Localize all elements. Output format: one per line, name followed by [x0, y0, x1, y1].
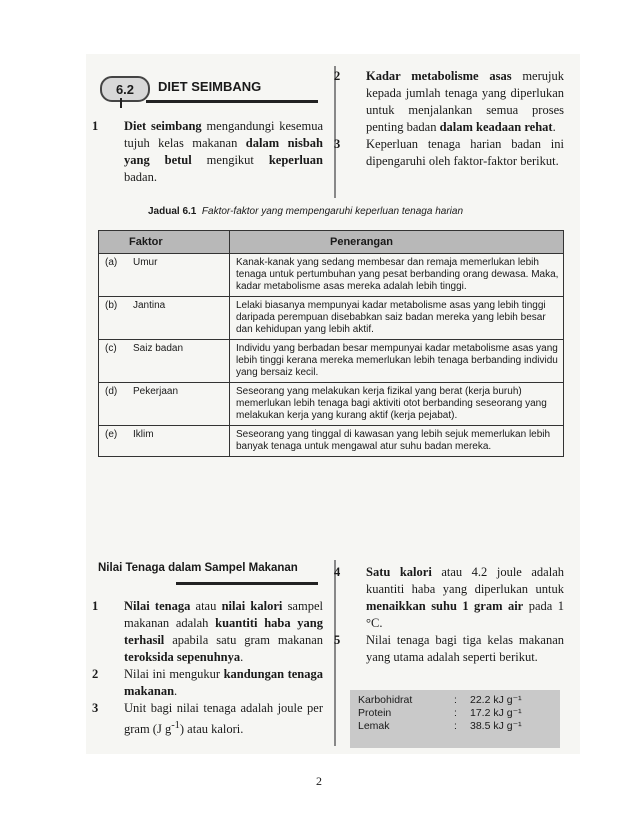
energy-row-fat: Lemak : 38.5 kJ g⁻¹ — [358, 720, 522, 732]
description-cell: Seseorang yang tinggal di kawasan yang lebih sejuk memerlukan lebih banyak tenaga untuk mengawal atur suhu badan mereka. — [230, 426, 564, 457]
paragraph-b1: 1 Nilai tenaga atau nilai kalori sampel makanan adalah kuantiti haba yang terhasil apabila satu gram makanan teroksida sepenuhnya. — [92, 599, 323, 664]
factor-cell: (d) Pekerjaan — [99, 383, 230, 426]
table-row — [99, 426, 564, 457]
column-divider-bottom — [334, 560, 336, 746]
paragraph-b5: 5 Nilai tenaga bagi tiga kelas makanan yang utama adalah seperti berikut. — [334, 633, 564, 664]
table-header-description: Penerangan — [230, 231, 564, 254]
table-caption-text: Faktor-faktor yang mempengaruhi keperluan tenaga harian — [201, 206, 464, 217]
table-caption — [148, 206, 463, 217]
bottom-left-column — [92, 598, 323, 738]
bottom-right-column — [334, 564, 564, 666]
top-right-column — [334, 68, 564, 170]
table-row — [99, 297, 564, 340]
subsection-title: Nilai Tenaga dalam Sampel Makanan — [98, 562, 298, 574]
description-cell: Individu yang berbadan besar mempunyai kadar metabolisme asas yang lebih tinggi kerana mereka memerlukan lebih tenaga berbanding individu yang bersaiz kecil. — [230, 340, 564, 383]
column-divider-top — [334, 66, 336, 198]
factor-cell: (a) Umur — [99, 254, 230, 297]
factor-cell: (e) Iklim — [99, 426, 230, 457]
factors-table — [98, 230, 564, 457]
table-caption-label: Jadual 6.1 — [148, 206, 197, 217]
paragraph-3: 3 Keperluan tenaga harian badan ini dipengaruhi oleh faktor-faktor berikut. — [334, 137, 564, 168]
factor-cell: (c) Saiz badan — [99, 340, 230, 383]
section-title-rule — [146, 100, 318, 103]
paragraph-1: 1 Diet seimbang mengandungi kesemua tujuh kelas makanan dalam nisbah yang betul mengikut keperluan badan. — [92, 119, 324, 184]
description-cell: Lelaki biasanya mempunyai kadar metabolisme asas yang lebih tinggi daripada perempuan disebabkan saiz badan mereka yang lebih besar dan kehidupan yang lebih aktif. — [230, 297, 564, 340]
description-cell: Kanak-kanak yang sedang membesar dan remaja memerlukan lebih tenaga untuk pertumbuhan yang pesat berbanding orang dewasa. Maka, kadar metabolisme asas mereka adalah lebih tinggi. — [230, 254, 564, 297]
energy-values-box — [350, 690, 560, 748]
paragraph-b3: 3 Unit bagi nilai tenaga adalah joule per gram (J $g^{-1}$) atau kalori. — [92, 701, 323, 737]
section-title-tick — [120, 98, 122, 108]
table-header-factor: Faktor — [99, 231, 230, 254]
subsection-rule — [176, 582, 318, 585]
energy-row-protein: Protein : 17.2 kJ g⁻¹ — [358, 707, 522, 719]
top-left-column — [92, 118, 324, 186]
table-row — [99, 340, 564, 383]
table-row — [99, 383, 564, 426]
paragraph-b2: 2 Nilai ini mengukur kandungan tenaga makanan. — [92, 667, 323, 698]
energy-row-carbohydrate: Karbohidrat : 22.2 kJ g⁻¹ — [358, 694, 522, 706]
factor-cell: (b) Jantina — [99, 297, 230, 340]
table-row — [99, 254, 564, 297]
paragraph-2: 2 Kadar metabolisme asas merujuk kepada jumlah tenaga yang diperlukan untuk menjalankan semua proses penting badan dalam keadaan rehat. — [334, 69, 564, 134]
description-cell: Seseorang yang melakukan kerja fizikal yang berat (kerja buruh) memerlukan lebih tenaga bagi aktiviti otot berbanding seseorang yang melakukan kerja yang kurang aktif (kerja pejabat). — [230, 383, 564, 426]
paragraph-b4: 4 Satu kalori atau 4.2 joule adalah kuantiti haba yang diperlukan untuk menaikkan suhu 1 gram air pada 1 °C. — [334, 565, 564, 630]
section-title: DIET SEIMBANG — [158, 79, 262, 94]
section-number-badge: 6.2 — [100, 76, 150, 102]
page-number: 2 — [316, 774, 322, 788]
